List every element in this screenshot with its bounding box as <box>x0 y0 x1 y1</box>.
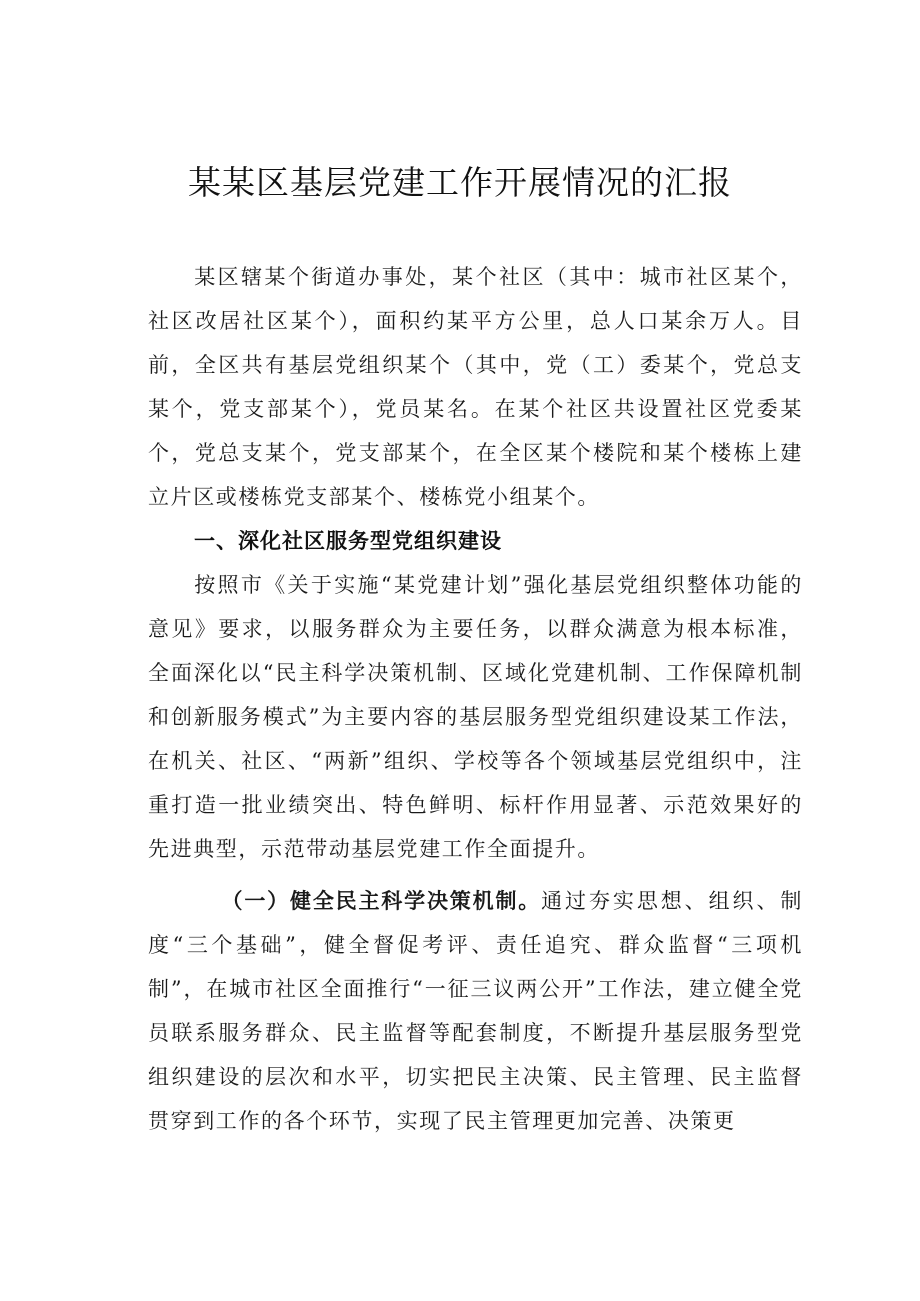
subsection-paragraph <box>148 879 803 1143</box>
intro-paragraph: 某区辖某个街道办事处，某个社区（其中：城市社区某个，社区改居社区某个），面积约某平方公里，总人口某余万人。目前，全区共有基层党组织某个（其中，党（工）委某个，党总支某个，党支部某个），党员某名。在某个社区共设置社区党委某个，党总支某个，党支部某个，在全区某个楼院和某个楼栋上建立片区或楼栋党支部某个、楼栋党小组某个。 <box>148 265 803 509</box>
section-heading: 一、深化社区服务型党组织建设 <box>194 529 502 553</box>
subsection-body: 通过夯实思想、组织、制度“三个基础”，健全督促考评、责任追究、群众监督“三项机制”，在城市社区全面推行“一征三议两公开”工作法，建立健全党员联系服务群众、民主监督等配套制度，不断提升基层服务型党组织建设的层次和水平，切实把民主决策、民主管理、民主监督贯穿到工作的各个环节，实现了民主管理更加完善、决策更 <box>148 889 803 1133</box>
section-paragraph: 按照市《关于实施“某党建计划”强化基层党组织整体功能的意见》要求，以服务群众为主要任务，以群众满意为根本标准，全面深化以“民主科学决策机制、区域化党建机制、工作保障机制和创新服务模式”为主要内容的基层服务型党组织建设某工作法，在机关、社区、“两新”组织、学校等各个领域基层党组织中，注重打造一批业绩突出、特色鲜明、标杆作用显著、示范效果好的先进典型，示范带动基层党建工作全面提升。 <box>148 573 803 861</box>
document-body <box>148 255 803 1143</box>
document-title: 某某区基层党建工作开展情况的汇报 <box>188 163 732 202</box>
subsection-lead: （一）健全民主科学决策机制。 <box>221 889 542 913</box>
